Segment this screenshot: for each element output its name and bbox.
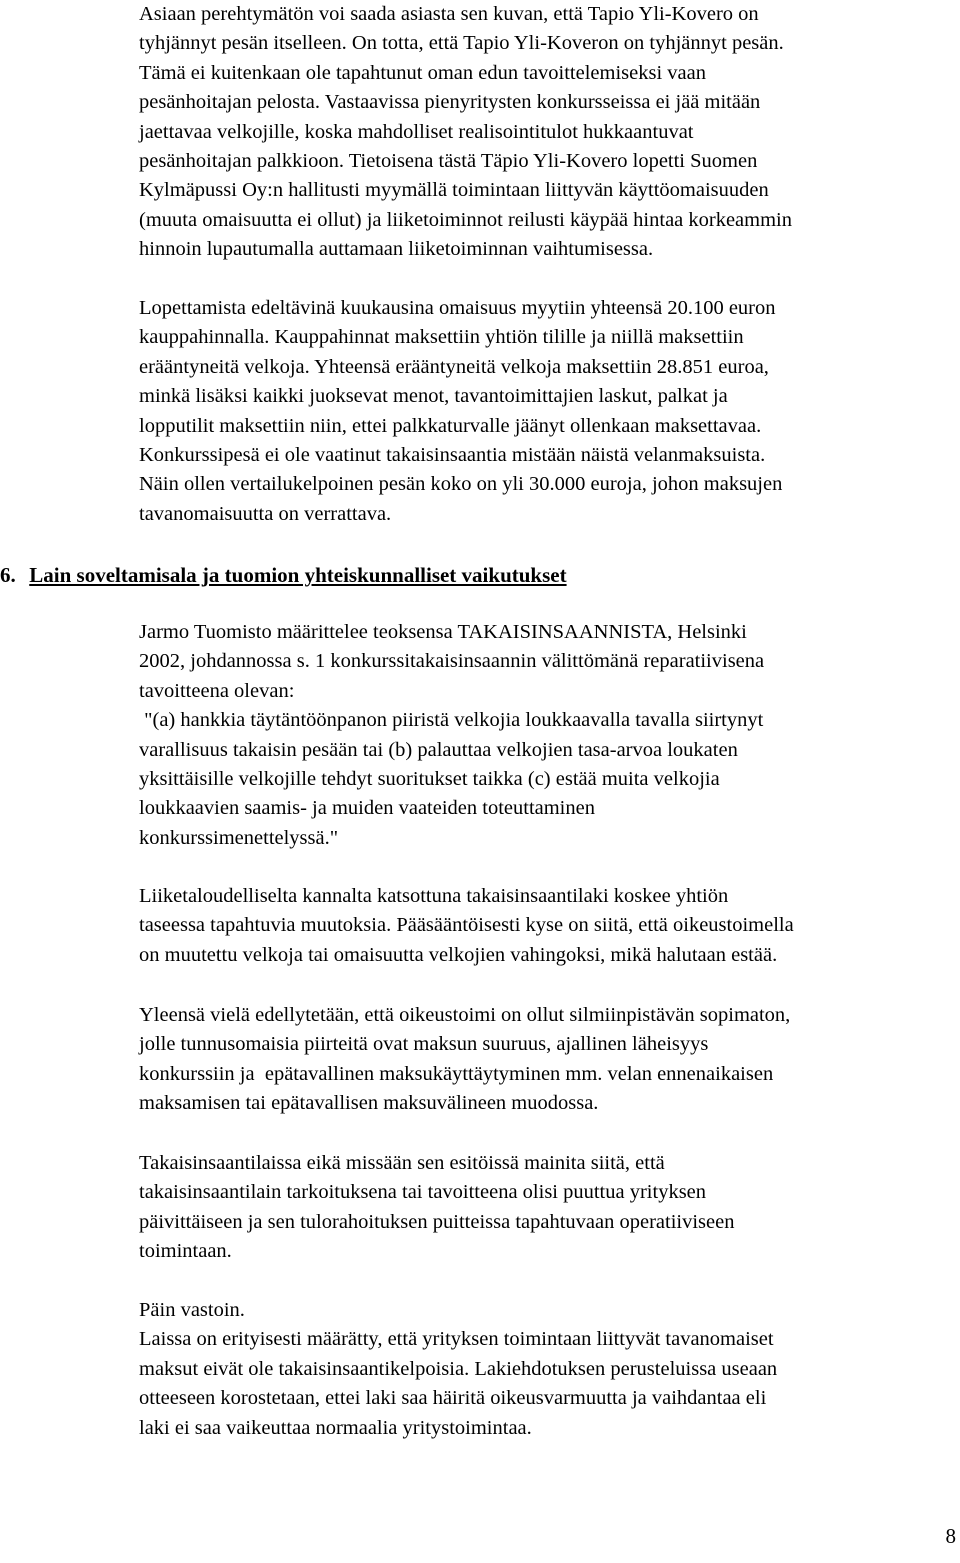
paragraph-1 — [139, 0, 959, 265]
text-line: konkurssiin ja epätavallinen maksukäyttäytyminen mm. velan ennenaikaisen — [139, 1062, 774, 1085]
text-line: on muutettu velkoja tai omaisuutta velkojien vahingoksi, mikä halutaan estää. — [139, 943, 778, 966]
paragraph-6 — [139, 1149, 959, 1267]
text-line: takaisinsaantilain tarkoituksena tai tavoitteena olisi puuttua yrityksen — [139, 1181, 707, 1204]
text-line: laki ei saa vaikeuttaa normaalia yritystoimintaa. — [139, 1416, 532, 1439]
text-line: otteeseen korostetaan, ettei laki saa häiritä oikeusvarmuutta ja vaihdantaa eli — [139, 1387, 767, 1410]
text-line: Näin ollen vertailukelpoinen pesän koko on yli 30.000 euroja, johon maksujen — [139, 473, 783, 496]
text-line: lopputilit maksettiin niin, ettei palkkaturvalle jäänyt ollenkaan maksettavaa. — [139, 414, 762, 437]
text-line: tavoitteena olevan: — [139, 679, 295, 702]
quote-line: yksittäisille velkojille tehdyt suoritukset taikka (c) estää muita velkojia — [139, 768, 720, 791]
quote-line: konkurssimenettelyssä." — [139, 826, 339, 849]
text-line: pesänhoitajan pelosta. Vastaavissa pienyritysten konkursseissa ei jää mitään — [139, 91, 761, 114]
section-title: Lain soveltamisala ja tuomion yhteiskunnalliset vaikutukset — [29, 563, 567, 587]
text-line: maksamisen tai epätavallisen maksuvälineen muodossa. — [139, 1092, 599, 1115]
paragraph-5 — [139, 1001, 959, 1119]
text-line: Lopettamista edeltävinä kuukausina omaisuus myytiin yhteensä 20.100 euron — [139, 297, 776, 319]
text-line: Yleensä vielä edellytetään, että oikeustoimi on ollut silmiinpistävän sopimaton, — [139, 1004, 791, 1026]
quote-line: "(a) hankkia täytäntöönpanon piiristä velkojia loukkaavalla tavalla siirtynyt — [139, 709, 764, 732]
text-line: 2002, johdannossa s. 1 konkurssitakaisinsaannin välittömänä reparatiivisena — [139, 650, 765, 673]
text-line: jaettavaa velkojille, koska mahdolliset realisointitulot hukkaantuvat — [139, 120, 694, 143]
quote-line: loukkaavien saamis- ja muiden vaateiden toteuttaminen — [139, 797, 595, 820]
text-line: Kylmäpussi Oy:n hallitusti myymällä toimintaan liittyvän käyttöomaisuuden — [139, 179, 769, 202]
section-heading — [0, 561, 567, 590]
text-line: Laissa on erityisesti määrätty, että yrityksen toimintaan liittyvät tavanomaiset — [139, 1328, 774, 1351]
text-line: Jarmo Tuomisto määrittelee teoksensa TAKAISINSAANNISTA, Helsinki — [139, 621, 747, 643]
text-line: tyhjännyt pesän itselleen. On totta, että Tapio Yli-Koveron on tyhjännyt pesän. — [139, 32, 784, 55]
text-line: Konkurssipesä ei ole vaatinut takaisinsaantia mistään näistä velanmaksuista. — [139, 444, 766, 467]
text-line: minkä lisäksi kaikki juoksevat menot, tavantoimittajien laskut, palkat ja — [139, 385, 728, 408]
text-line: Takaisinsaantilaissa eikä missään sen esitöissä mainita siitä, että — [139, 1152, 665, 1174]
paragraph-4 — [139, 882, 959, 970]
text-line: (muuta omaisuutta ei ollut) ja liiketoiminnot reilusti käypää hintaa korkeammin — [139, 208, 792, 231]
paragraph-2 — [139, 294, 959, 529]
text-line: pesänhoitajan palkkioon. Tietoisena tästä Täpio Yli-Kovero lopetti Suomen — [139, 150, 758, 173]
section-number: 6. — [0, 563, 16, 587]
quote-line: varallisuus takaisin pesään tai (b) palauttaa velkojien tasa-arvoa loukaten — [139, 738, 738, 761]
text-line: päivittäiseen ja sen tulorahoituksen puitteissa tapahtuvaan operatiiviseen — [139, 1210, 735, 1233]
text-line: kauppahinnalla. Kauppahinnat maksettiin yhtiön tilille ja niillä maksettiin — [139, 326, 744, 349]
text-line: Tämä ei kuitenkaan ole tapahtunut oman edun tavoittelemiseksi vaan — [139, 61, 706, 84]
page-number: 8 — [945, 1524, 956, 1548]
text-line: maksut eivät ole takaisinsaantikelpoisia. Lakiehdotuksen perusteluissa useaan — [139, 1357, 778, 1380]
text-line: hinnoin lupautumalla auttamaan liiketoiminnan vaihtumisessa. — [139, 238, 654, 261]
text-line: toimintaan. — [139, 1240, 232, 1263]
paragraph-3 — [139, 618, 959, 853]
text-line: Asiaan perehtymätön voi saada asiasta sen kuvan, että Tapio Yli-Kovero on — [139, 3, 759, 25]
paragraph-7 — [139, 1296, 959, 1443]
text-line: jolle tunnusomaisia piirteitä ovat maksun suuruus, ajallinen läheisyys — [139, 1033, 709, 1056]
text-line: taseessa tapahtuvia muutoksia. Pääsääntöisesti kyse on siitä, että oikeustoimella — [139, 914, 794, 937]
text-line: Liiketaloudelliselta kannalta katsottuna takaisinsaantilaki koskee yhtiön — [139, 885, 729, 907]
text-line: tavanomaisuutta on verrattava. — [139, 502, 392, 525]
text-line: erääntyneitä velkoja. Yhteensä erääntyneitä velkoja maksettiin 28.851 euroa, — [139, 355, 769, 378]
text-line: Päin vastoin. — [139, 1299, 245, 1321]
